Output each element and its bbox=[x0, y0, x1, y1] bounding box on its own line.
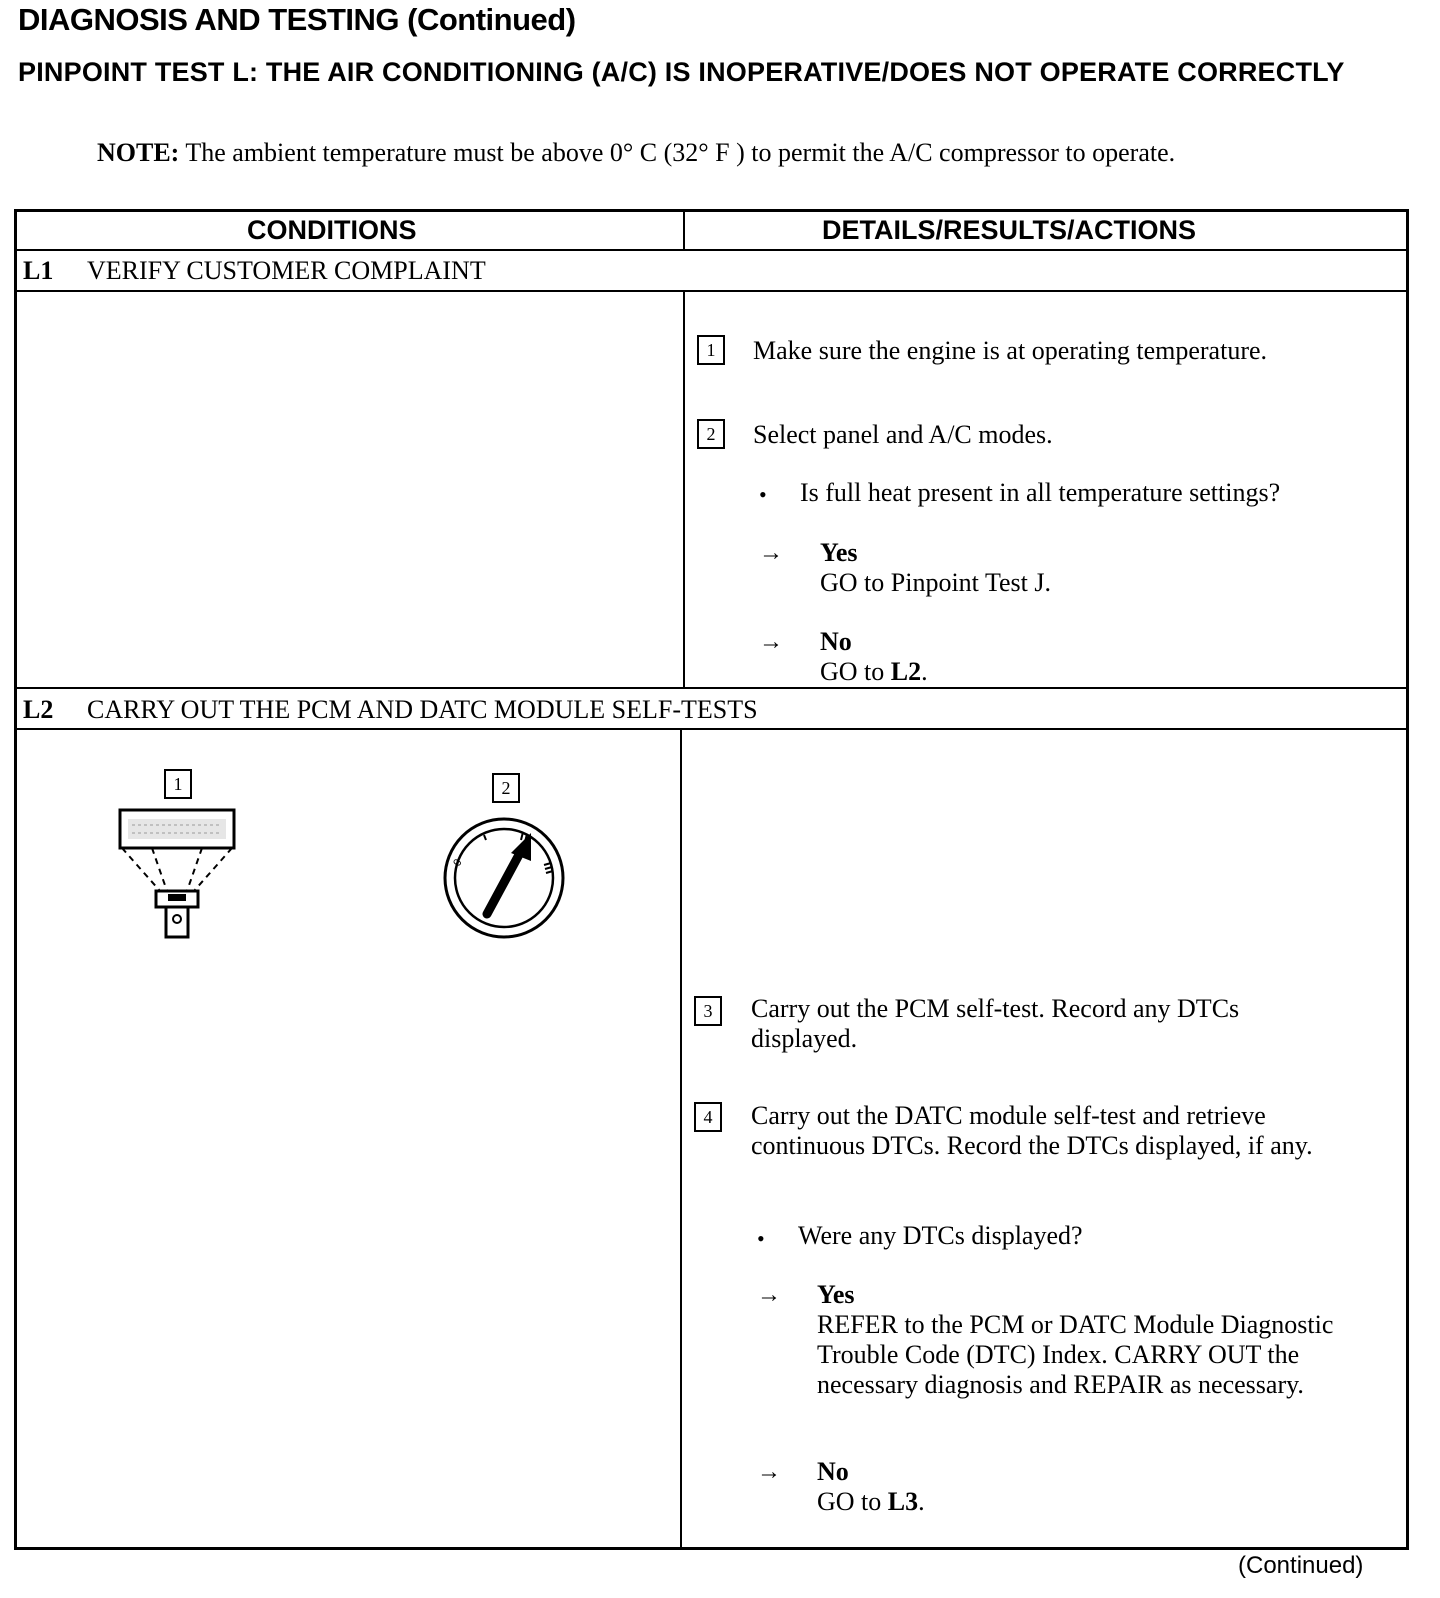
l2-no-label: No bbox=[817, 1457, 849, 1486]
arrow-right-icon: → bbox=[757, 1459, 781, 1485]
l1-no-result bbox=[820, 627, 1360, 687]
l1-no-suffix: . bbox=[921, 657, 928, 686]
step-l2-title: CARRY OUT THE PCM AND DATC MODULE SELF-TESTS bbox=[87, 695, 758, 724]
l2-column-divider bbox=[680, 728, 682, 1547]
l1-no-target: L2 bbox=[890, 657, 922, 686]
arrow-right-icon: → bbox=[757, 1282, 781, 1308]
l2-no-suffix: . bbox=[918, 1487, 925, 1516]
l1-no-prefix: GO to bbox=[820, 657, 891, 686]
l2-yes-label: Yes bbox=[817, 1280, 855, 1309]
action-number-1: 1 bbox=[697, 335, 725, 365]
column-header-conditions: CONDITIONS bbox=[247, 215, 417, 245]
bullet-icon: • bbox=[757, 1226, 765, 1251]
continued-label: (Continued) bbox=[1238, 1552, 1364, 1579]
arrow-right-icon: → bbox=[759, 540, 783, 566]
l2-no-target: L3 bbox=[887, 1487, 919, 1516]
test-title: PINPOINT TEST L: THE AIR CONDITIONING (A/C) IS INOPERATIVE/DOES NOT OPERATE CORRECTLY bbox=[18, 57, 1345, 87]
figure-label-1: 1 bbox=[164, 769, 192, 799]
note-label: NOTE: bbox=[97, 138, 180, 167]
l2-yes-result bbox=[817, 1280, 1352, 1400]
scan-tool-icon bbox=[112, 807, 242, 947]
l1-no-action bbox=[820, 657, 1360, 687]
l1-title-divider bbox=[17, 290, 1406, 292]
action-2-text: Select panel and A/C modes. bbox=[753, 420, 1053, 449]
l1-question: Is full heat present in all temperature settings? bbox=[800, 478, 1281, 507]
l2-no-action bbox=[817, 1487, 1352, 1517]
svg-text:0: 0 bbox=[451, 857, 465, 869]
l1-column-divider bbox=[683, 290, 685, 687]
l2-yes-action: REFER to the PCM or DATC Module Diagnostic Trouble Code (DTC) Index. CARRY OUT the necessary diagnosis and REPAIR as necessary. bbox=[817, 1310, 1334, 1399]
pinpoint-table bbox=[14, 209, 1409, 1550]
l1-bottom-divider bbox=[17, 687, 1406, 689]
action-number-3: 3 bbox=[694, 996, 722, 1026]
l1-no-label: No bbox=[820, 627, 852, 656]
l2-title-divider bbox=[17, 728, 1406, 730]
step-l2-id: L2 bbox=[23, 695, 54, 724]
step-l1-id: L1 bbox=[23, 256, 54, 285]
figure-label-2: 2 bbox=[492, 773, 520, 803]
l2-no-result bbox=[817, 1457, 1352, 1517]
l2-question: Were any DTCs displayed? bbox=[798, 1221, 1083, 1250]
l1-yes-label: Yes bbox=[820, 538, 858, 567]
l1-yes-result bbox=[820, 538, 1360, 598]
step-l1-heading bbox=[23, 256, 486, 286]
bullet-icon: • bbox=[759, 482, 767, 507]
l1-yes-action: GO to Pinpoint Test J. bbox=[820, 568, 1052, 597]
step-l1-title: VERIFY CUSTOMER COMPLAINT bbox=[87, 256, 486, 285]
step-l2-heading bbox=[23, 695, 758, 725]
action-number-2: 2 bbox=[697, 419, 725, 449]
header-divider bbox=[17, 249, 1406, 251]
action-number-4: 4 bbox=[694, 1102, 722, 1132]
note-text: The ambient temperature must be above 0° C (32° F ) to permit the A/C compressor to operate. bbox=[179, 138, 1176, 167]
action-1-text: Make sure the engine is at operating temperature. bbox=[753, 336, 1268, 365]
arrow-right-icon: → bbox=[759, 629, 783, 655]
note bbox=[97, 138, 1277, 167]
column-header-details: DETAILS/RESULTS/ACTIONS bbox=[822, 215, 1197, 245]
ignition-switch-icon bbox=[441, 815, 567, 941]
page-title: DIAGNOSIS AND TESTING (Continued) bbox=[18, 2, 576, 37]
action-3-text: Carry out the PCM self-test. Record any DTCs displayed. bbox=[751, 994, 1240, 1053]
action-4-text: Carry out the DATC module self-test and retrieve continuous DTCs. Record the DTCs displayed, if any. bbox=[751, 1101, 1313, 1160]
l2-no-prefix: GO to bbox=[817, 1487, 888, 1516]
header-column-divider bbox=[683, 212, 685, 249]
